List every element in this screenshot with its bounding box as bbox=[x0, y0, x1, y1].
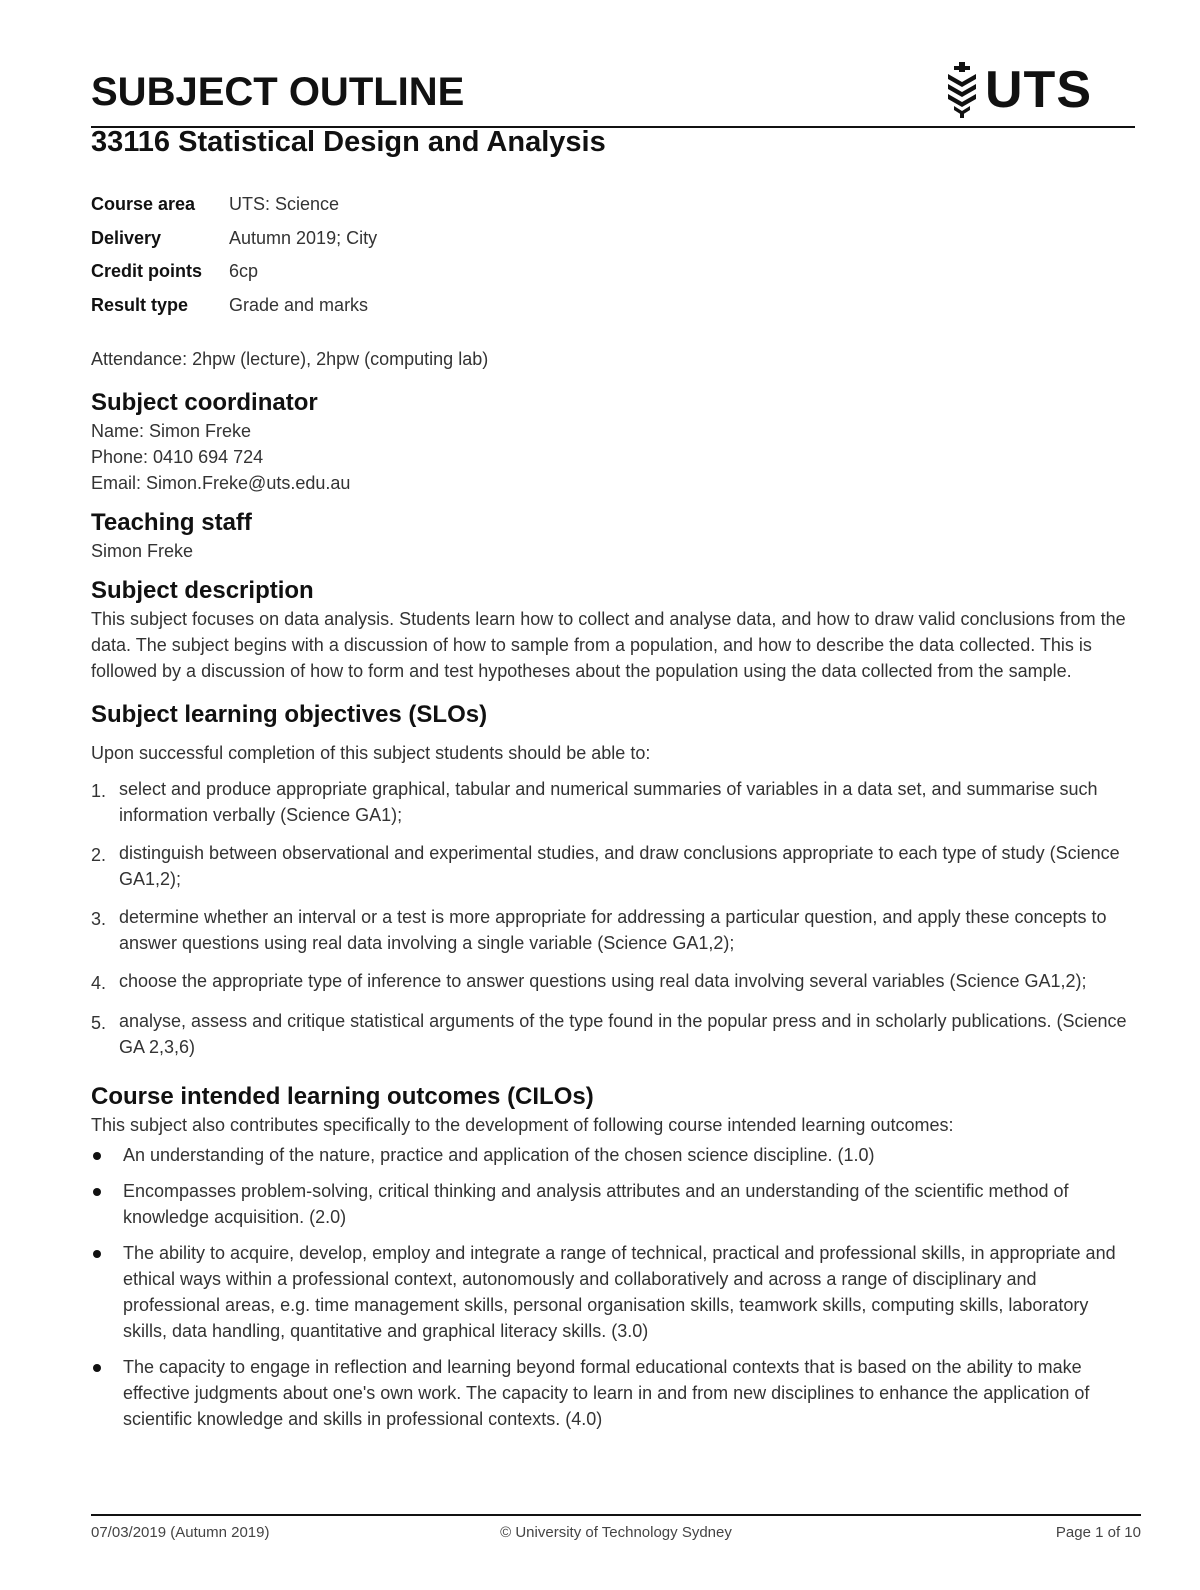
section-heading-slos: Subject learning objectives (SLOs) bbox=[91, 701, 488, 728]
list-item bbox=[91, 1178, 1135, 1230]
info-label: Result type bbox=[91, 295, 189, 316]
list-item bbox=[91, 776, 1135, 828]
list-item bbox=[91, 1008, 1135, 1060]
coordinator-phone: Phone: 0410 694 724 bbox=[91, 447, 264, 467]
list-item bbox=[91, 1354, 1135, 1432]
info-label: Delivery bbox=[91, 227, 162, 248]
bullet-icon bbox=[91, 1240, 123, 1344]
list-item-text: choose the appropriate type of inference to answer questions using real data involving several variables (Science GA1,2); bbox=[119, 971, 1087, 991]
list-item-text: The ability to acquire, develop, employ and integrate a range of technical, practical and professional skills, in appropriate and ethical ways within a professional context, autonomously and collaboratively and across a range of disciplinary and professional areas, e.g. time management skills, personal organisation skills, teamwork skills, computing skills, laboratory skills, data handling, quantitative and graphical literacy skills. (3.0) bbox=[123, 1243, 1116, 1341]
list-item-text: Encompasses problem-solving, critical thinking and analysis attributes and an understanding of the scientific method of knowledge acquisition. (2.0) bbox=[123, 1181, 1069, 1227]
cilo-list bbox=[91, 1142, 1135, 1432]
list-item-text: The capacity to engage in reflection and learning beyond formal educational contexts that is based on the ability to make effective judgments about one's own work. The capacity to learn in and from new disciplines to enhance the application of scientific knowledge and skills in professional contexts. (4.0) bbox=[123, 1357, 1090, 1429]
info-row-course-area bbox=[91, 194, 377, 228]
bullet-icon bbox=[91, 1354, 123, 1432]
page-header bbox=[91, 62, 1135, 128]
info-row-credit-points bbox=[91, 261, 377, 295]
section-heading-description: Subject description bbox=[91, 577, 314, 604]
list-item-text: An understanding of the nature, practice and application of the chosen science discipline. (1.0) bbox=[123, 1145, 875, 1165]
subject-title: 33116 Statistical Design and Analysis bbox=[91, 126, 606, 158]
page-footer bbox=[91, 1514, 1141, 1546]
document-body bbox=[91, 346, 1135, 1444]
cilo-intro: This subject also contributes specifically to the development of following course intended learning outcomes: bbox=[91, 1115, 954, 1135]
coordinator-name: Name: Simon Freke bbox=[91, 421, 252, 441]
list-number: 1. bbox=[91, 781, 107, 801]
list-item-text: analyse, assess and critique statistical arguments of the type found in the popular press and in scholarly publications. (Science GA 2,3,6) bbox=[119, 1011, 1127, 1057]
footer-copyright: © University of Technology Sydney bbox=[500, 1524, 732, 1541]
footer-page-number: Page 1 of 10 bbox=[1055, 1524, 1141, 1541]
document-title: SUBJECT OUTLINE bbox=[91, 70, 465, 114]
list-item bbox=[91, 840, 1135, 892]
footer-date: 07/03/2019 (Autumn 2019) bbox=[91, 1524, 270, 1541]
teaching-staff-section bbox=[91, 508, 1135, 564]
slo-intro: Upon successful completion of this subject students should be able to: bbox=[91, 743, 651, 763]
subject-info-table bbox=[91, 194, 377, 329]
list-item bbox=[91, 904, 1135, 956]
list-item-text: distinguish between observational and experimental studies, and draw conclusions appropriate to each type of study (Science GA1,2); bbox=[119, 843, 1120, 889]
list-item bbox=[91, 968, 1135, 996]
list-item-text: select and produce appropriate graphical, tabular and numerical summaries of variables in a data set, and summarise such information verbally (Science GA1); bbox=[119, 779, 1098, 825]
description-section bbox=[91, 576, 1135, 684]
info-value: Grade and marks bbox=[229, 295, 369, 316]
list-item bbox=[91, 1240, 1135, 1344]
info-value: Autumn 2019; City bbox=[229, 227, 378, 248]
info-label: Credit points bbox=[91, 261, 202, 282]
section-heading-cilos: Course intended learning outcomes (CILOs) bbox=[91, 1083, 594, 1110]
cilo-section bbox=[91, 1082, 1135, 1432]
coordinator-section bbox=[91, 388, 1135, 496]
info-label: Course area bbox=[91, 194, 196, 214]
section-heading-teaching-staff: Teaching staff bbox=[91, 509, 252, 536]
attendance-text: Attendance: 2hpw (lecture), 2hpw (computing lab) bbox=[91, 349, 489, 369]
uts-logo bbox=[945, 62, 1092, 118]
slo-list bbox=[91, 776, 1135, 1060]
slo-section bbox=[91, 700, 1135, 1060]
list-number: 2. bbox=[91, 845, 107, 865]
uts-crest-icon bbox=[945, 62, 979, 118]
info-row-result-type bbox=[91, 295, 377, 329]
list-number: 5. bbox=[91, 1013, 107, 1033]
info-value: 6cp bbox=[229, 261, 259, 282]
info-row-delivery bbox=[91, 228, 377, 262]
bullet-icon bbox=[91, 1142, 123, 1168]
list-item-text: determine whether an interval or a test is more appropriate for addressing a particular question, and apply these concepts to answer questions using real data involving a single variable (Science GA1,2); bbox=[119, 907, 1107, 953]
list-number: 3. bbox=[91, 909, 107, 929]
teaching-staff-text: Simon Freke bbox=[91, 541, 194, 561]
bullet-icon bbox=[91, 1178, 123, 1230]
list-item bbox=[91, 1142, 1135, 1168]
description-text: This subject focuses on data analysis. Students learn how to collect and analyse data, and how to draw valid conclusions from the data. The subject begins with a discussion of how to sample from a population, and how to describe the data collected. This is followed by a discussion of how to form and test hypotheses about the population using the data collected from the sample. bbox=[91, 609, 1126, 681]
coordinator-email: Email: Simon.Freke@uts.edu.au bbox=[91, 473, 351, 493]
logo-text: UTS bbox=[985, 61, 1092, 119]
info-value: UTS: Science bbox=[229, 194, 340, 214]
section-heading-coordinator: Subject coordinator bbox=[91, 389, 318, 416]
list-number: 4. bbox=[91, 973, 107, 993]
